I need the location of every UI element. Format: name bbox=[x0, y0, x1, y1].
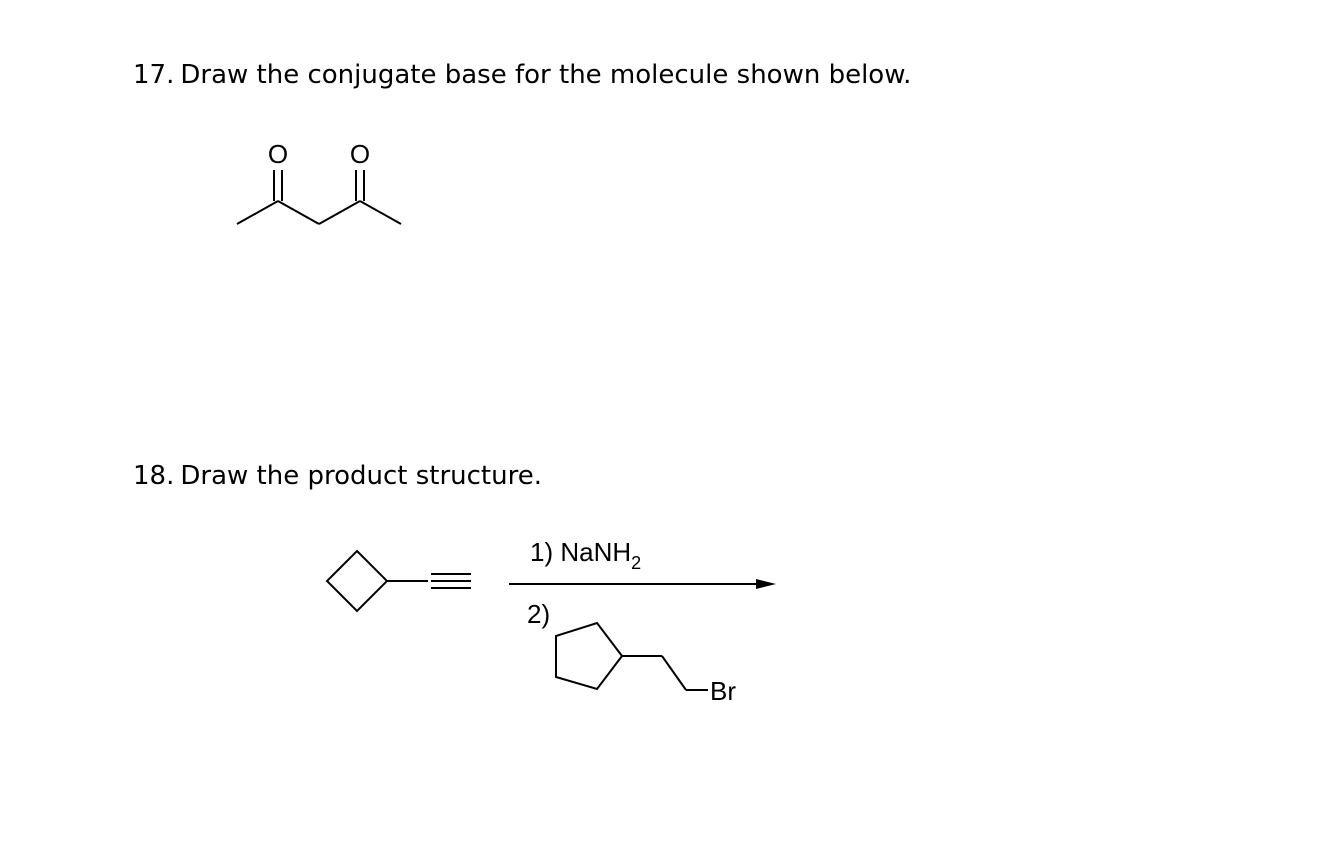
question-17-number: 17. bbox=[133, 60, 175, 90]
reagent-step-2: 2) bbox=[527, 599, 551, 629]
bromoethylcyclopentane-structure bbox=[556, 623, 708, 690]
reagent-step-1 bbox=[530, 537, 641, 573]
reagent-step-1-subscript: 2 bbox=[631, 553, 642, 573]
reagent-step-1-text: 1) NaNH bbox=[530, 537, 632, 567]
bromine-label: Br bbox=[710, 676, 736, 706]
question-18-text: Draw the product structure. bbox=[180, 461, 542, 491]
cyclobutylpropyne-structure bbox=[327, 551, 471, 611]
question-17-text: Draw the conjugate base for the molecule shown below. bbox=[180, 60, 912, 90]
oxygen-label-2: O bbox=[349, 139, 371, 169]
reaction-arrow bbox=[509, 579, 776, 589]
oxygen-label-1: O bbox=[267, 139, 289, 169]
question-18-number: 18. bbox=[133, 461, 175, 491]
